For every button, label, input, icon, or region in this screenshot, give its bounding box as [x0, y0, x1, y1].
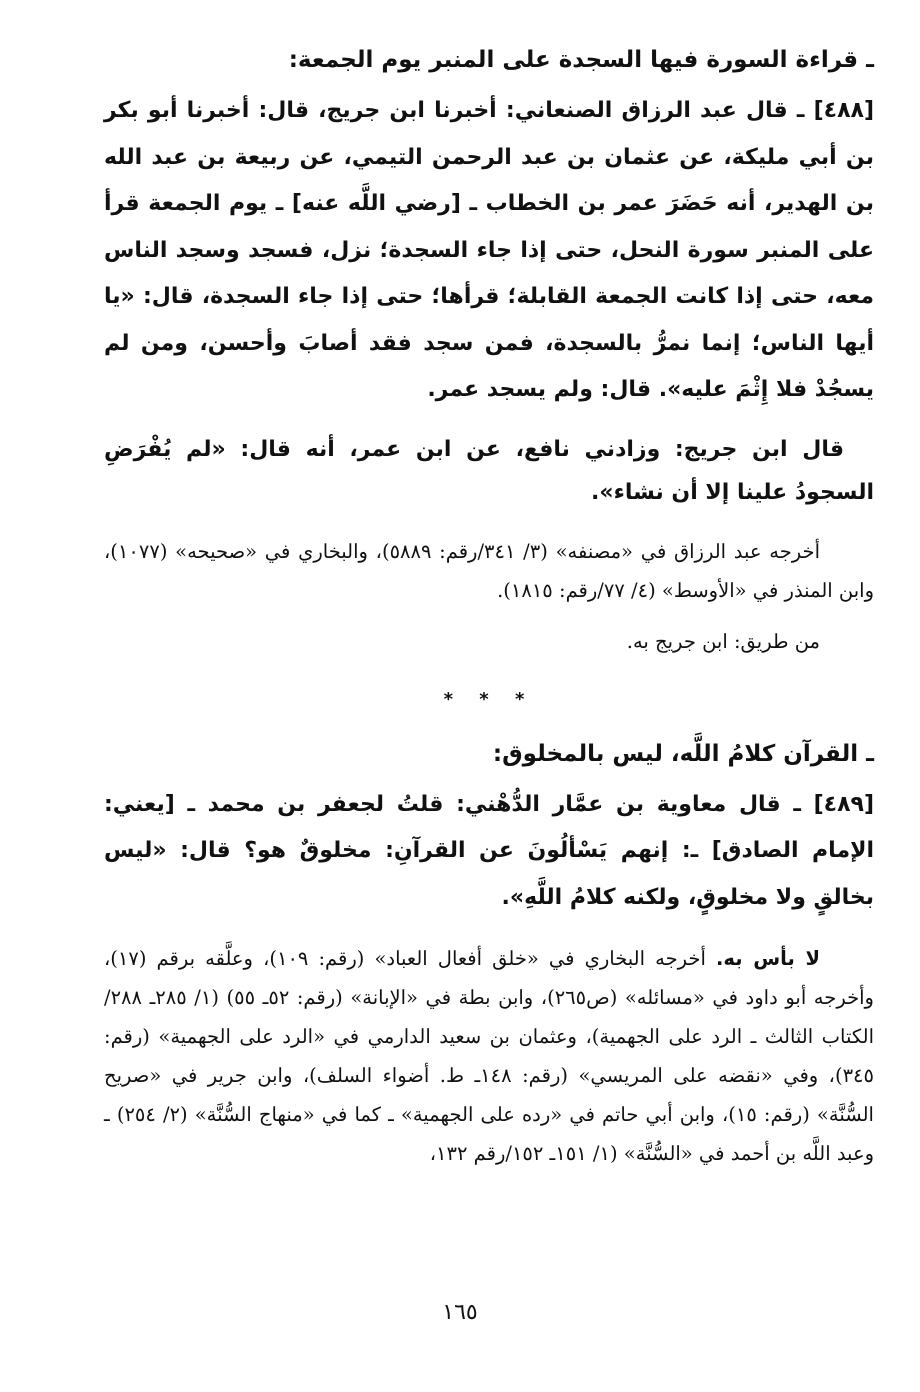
path-488: من طريق: ابن جريج به. [626, 629, 820, 653]
page-content [104, 40, 874, 1173]
page-number: ١٦٥ [442, 1300, 478, 1325]
grade-label: لا بأس به. [716, 947, 820, 970]
section-separator: * * * [443, 688, 535, 710]
hadith-488-addition: قال ابن جريج: وزادني نافع، عن ابن عمر، أنه قال: «لم يُفْرَضِ السجودُ علينا إلا أن نشاء». [104, 436, 874, 505]
section-heading-sajda: ـ قراءة السورة فيها السجدة على المنبر يوم الجمعة: [288, 47, 874, 73]
takhrij-488: أخرجه عبد الرزاق في «مصنفه» (٣/ ٣٤١/رقم: ٥٨٨٩)، والبخاري في «صحيحه» (١٠٧٧)، وابن المنذر في «الأوسط» (٤/ ٧٧/رقم: ١٨١٥). [104, 539, 874, 602]
takhrij-489-text: أخرجه البخاري في «خلق أفعال العباد» (رقم: ١٠٩)، وعلَّقه برقم (١٧)، وأخرجه أبو داود في «مسائله» (ص٢٦٥)، وابن بطة في «الإبانة» (رقم: ٥٢ـ ٥٥) (١/ ٢٨٥ـ ٢٨٨/الكتاب الثالث ـ الرد على الجهمية)، وعثمان بن سعيد الدارمي في «الرد على الجهمية» (رقم: ٣٤٥)، وفي «نقضه على المريسي» (رقم: ١٤٨ـ ط. أضواء السلف)، وابن جرير في «صريح السُّنَّة» (رقم: ١٥)، وابن أبي حاتم في «رده على الجهمية» ـ كما في «منهاج السُّنَّة» (٢/ ٢٥٤) ـ وعبد اللَّه بن أحمد في «السُّنَّة» (١/ ١٥١ـ ١٥٢/رقم ١٣٢، [104, 947, 874, 1165]
section-heading-quran: ـ القرآن كلامُ اللَّه، ليس بالمخلوق: [492, 740, 874, 767]
hadith-489: [٤٨٩] ـ قال معاوية بن عمَّار الدُّهْني: قلتُ لجعفر بن محمد ـ [يعني: الإمام الصادق] ـ: إنهم يَسْألُونَ عن القرآنِ: مخلوقٌ هو؟ قال: «ليس بخالقٍ ولا مخلوقٍ، ولكنه كلامُ اللَّهِ». [104, 791, 874, 910]
hadith-488: [٤٨٨] ـ قال عبد الرزاق الصنعاني: أخبرنا ابن جريج، قال: أخبرنا أبو بكر بن أبي مليكة، عن عثمان بن عبد الرحمن التيمي، عن ربيعة بن عبد الله بن الهدير، أنه حَضَرَ عمر بن الخطاب ـ [رضي اللَّه عنه] ـ يوم الجمعة قرأ على المنبر سورة النحل، حتى إذا جاء السجدة؛ نزل، فسجد وسجد الناس معه، حتى إذا كانت الجمعة القابلة؛ قرأها؛ حتى إذا جاء السجدة، قال: «يا أيها الناس؛ إنما نمرُّ بالسجدة، فمن سجد فقد أصابَ وأحسن، ومن لم يسجُدْ فلا إِثْمَ عليه». قال: ولم يسجد عمر. [104, 98, 874, 402]
takhrij-489 [104, 939, 874, 1173]
